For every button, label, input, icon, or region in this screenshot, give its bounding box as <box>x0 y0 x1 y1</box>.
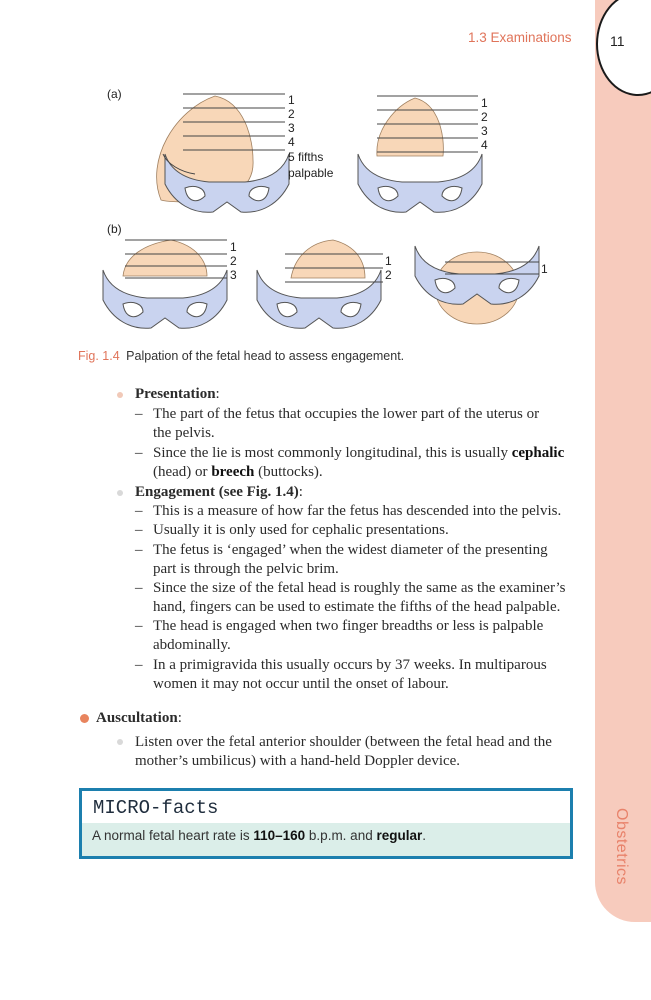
engagement-line-3: The fetus is ‘engaged’ when the widest diameter of the presenting <box>153 542 548 558</box>
bullet-auscultation <box>80 714 89 723</box>
figure-palpation <box>95 80 575 340</box>
section-header: 1.3 Examinations <box>468 30 572 45</box>
svg-text:2: 2 <box>481 110 488 124</box>
svg-text:1: 1 <box>288 93 295 107</box>
diagram-b2 <box>257 240 392 328</box>
svg-text:3: 3 <box>230 268 237 282</box>
micro-facts-box <box>79 788 573 859</box>
panel-a-label: (a) <box>107 87 122 101</box>
side-tab <box>595 0 651 922</box>
engagement-line-6b: women it may not occur until the onset of labour. <box>153 676 449 692</box>
figure-caption-label: Fig. 1.4 <box>78 349 120 363</box>
presentation-line-1: The part of the fetus that occupies the lower part of the uterus or <box>153 406 540 422</box>
panel-b-label: (b) <box>107 222 122 236</box>
engagement-line-4: Since the size of the fetal head is roughly the same as the examiner’s <box>153 580 566 596</box>
svg-text:2: 2 <box>230 254 237 268</box>
auscultation-line-1: Listen over the fetal anterior shoulder (between the fetal head and the <box>135 734 552 750</box>
diagram-b1 <box>103 240 237 328</box>
presentation-line-2b: (head) or breech (buttocks). <box>153 464 323 480</box>
figure-caption-text: Palpation of the fetal head to assess engagement. <box>126 349 405 363</box>
svg-text:2: 2 <box>288 107 295 121</box>
svg-text:5 fifths: 5 fifths <box>288 150 324 164</box>
presentation-heading: Presentation: <box>135 386 220 402</box>
svg-text:1: 1 <box>481 96 488 110</box>
figure-caption <box>78 349 404 363</box>
engagement-line-1: This is a measure of how far the fetus has descended into the pelvis. <box>153 503 562 519</box>
svg-text:palpable: palpable <box>288 166 334 180</box>
svg-text:1: 1 <box>385 254 392 268</box>
diagram-a1 <box>157 93 334 212</box>
bullet-auscultation-sub <box>117 739 123 745</box>
engagement-line-5: The head is engaged when two finger breadths or less is palpable <box>153 618 544 634</box>
bullet-presentation <box>117 392 123 398</box>
engagement-line-4b: hand, fingers can be used to estimate the fifths of the head palpable. <box>153 599 561 615</box>
svg-text:3: 3 <box>481 124 488 138</box>
page-number: 11 <box>610 33 625 49</box>
svg-text:1: 1 <box>541 262 548 276</box>
svg-text:3: 3 <box>288 121 295 135</box>
diagram-b3 <box>415 246 548 324</box>
micro-facts-body: A normal fetal heart rate is 110–160 b.p.m. and regular. <box>82 823 570 856</box>
auscultation-heading: Auscultation: <box>96 710 182 726</box>
presentation-line-2: Since the lie is most commonly longitudinal, this is usually cephalic <box>153 445 565 461</box>
micro-facts-title: MICRO-facts <box>93 797 219 819</box>
engagement-line-6: In a primigravida this usually occurs by 37 weeks. In multiparous <box>153 657 547 673</box>
engagement-line-2: Usually it is only used for cephalic presentations. <box>153 522 449 538</box>
side-tab-label: Obstetrics <box>613 808 630 886</box>
svg-text:2: 2 <box>385 268 392 282</box>
svg-text:1: 1 <box>230 240 237 254</box>
engagement-heading: Engagement (see Fig. 1.4): <box>135 484 303 500</box>
bullet-engagement <box>117 490 123 496</box>
engagement-line-3b: part is through the pelvic brim. <box>153 561 339 577</box>
diagram-a2 <box>358 96 488 212</box>
auscultation-line-2: mother’s umbilicus) with a hand-held Doppler device. <box>135 753 461 769</box>
svg-text:4: 4 <box>288 135 295 149</box>
presentation-line-1b: the pelvis. <box>153 425 215 441</box>
engagement-line-5b: abdominally. <box>153 637 231 653</box>
svg-text:4: 4 <box>481 138 488 152</box>
